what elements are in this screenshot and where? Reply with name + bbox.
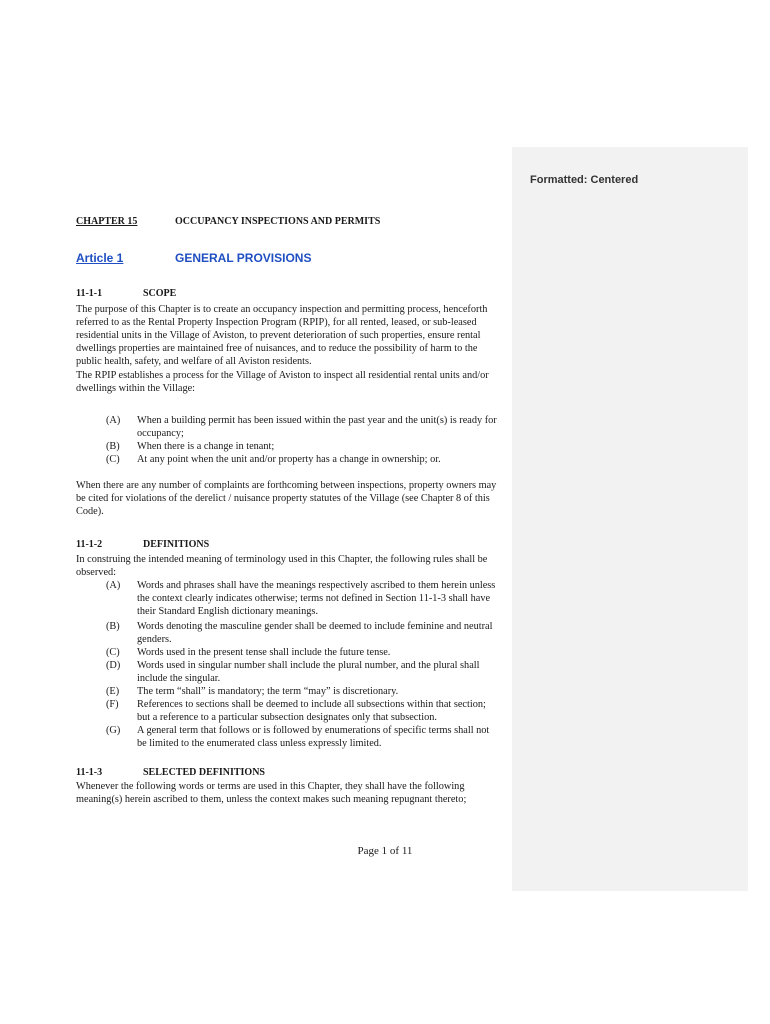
list-label: (G): [106, 725, 121, 736]
article-heading: [76, 251, 312, 265]
section-title: SELECTED DEFINITIONS: [143, 767, 265, 778]
list-text: A general term that follows or is followed by enumerations of specific terms shall not be limited to the enumerated class unless expressly limited.: [137, 725, 490, 749]
list-text: At any point when the unit and/or property has a change in ownership; or.: [137, 454, 441, 465]
article-title: GENERAL PROVISIONS: [175, 251, 312, 265]
list-text: When there is a change in tenant;: [137, 441, 275, 452]
section-heading-selected-definitions: [76, 766, 265, 779]
comment-pane: [512, 147, 748, 891]
list-label: (E): [106, 686, 120, 697]
list-label: (B): [106, 621, 120, 632]
paragraph-complaints: When there are any number of complaints are forthcoming between inspections, property owners may be cited for violations of the derelict / nuisance property statutes of the Village (see Chapter 8 of this Code).: [76, 480, 497, 517]
list-label: (C): [106, 454, 120, 465]
list-text: References to sections shall be deemed to include all subsections within that section; but a reference to a particular subsection designates only that subsection.: [137, 699, 486, 723]
list-label: (C): [106, 647, 120, 658]
section-title: DEFINITIONS: [143, 539, 210, 550]
list-label: (D): [106, 660, 121, 671]
section-number: 11-1-2: [76, 539, 103, 550]
list-text: Words and phrases shall have the meanings respectively ascribed to them herein unless the context clearly indicates otherwise; terms not defined in Section 11-1-3 shall have their Standard English dictionary meanings.: [137, 580, 496, 617]
chapter-number: CHAPTER 15: [76, 216, 138, 227]
list-text: Words denoting the masculine gender shall be deemed to include feminine and neutral genders.: [137, 621, 493, 645]
list-label: (A): [106, 415, 121, 426]
list-text: When a building permit has been issued within the past year and the unit(s) is ready for occupancy;: [137, 415, 497, 439]
section-number: 11-1-3: [76, 767, 103, 778]
section-title: SCOPE: [143, 288, 177, 299]
chapter-title: OCCUPANCY INSPECTIONS AND PERMITS: [175, 216, 381, 227]
list-label: (F): [106, 699, 119, 710]
section-number: 11-1-1: [76, 288, 103, 299]
page-number-footer: Page 1 of 11: [357, 845, 413, 857]
paragraph-scope-rpip: The RPIP establishes a process for the Village of Aviston to inspect all residential rental units and/or dwellings within the Village:: [76, 370, 489, 394]
paragraph-definitions-intro: In construing the intended meaning of terminology used in this Chapter, the following rules shall be observed:: [76, 554, 488, 578]
comment-header[interactable]: Formatted: Centered: [530, 174, 639, 186]
list-label: (A): [106, 580, 121, 591]
paragraph-selected-definitions: Whenever the following words or terms are used in this Chapter, they shall have the following meaning(s) herein ascribed to them, unless the context makes such meaning repugnant thereto;: [76, 781, 467, 805]
list-text: The term “shall” is mandatory; the term “may” is discretionary.: [137, 686, 399, 697]
list-text: Words used in the present tense shall include the future tense.: [137, 647, 391, 658]
article-number: Article 1: [76, 251, 124, 265]
list-text: Words used in singular number shall include the plural number, and the plural shall include the singular.: [137, 660, 480, 684]
paragraph-scope-purpose: The purpose of this Chapter is to create an occupancy inspection and permitting process, henceforth referred to as the Rental Property Inspection Program (RPIP), for all rented, leased, or sub-leased residential units in the Village of Aviston, to prevent deterioration of such properties, ensure rental dwellings properties are maintained free of nuisances, and to reduce the possibility of harm to the public health, safety, and welfare of all Aviston residents.: [76, 304, 488, 367]
chapter-heading: [76, 215, 381, 228]
section-heading-scope: [76, 287, 177, 300]
list-label: (B): [106, 441, 120, 452]
section-heading-definitions: [76, 538, 210, 551]
